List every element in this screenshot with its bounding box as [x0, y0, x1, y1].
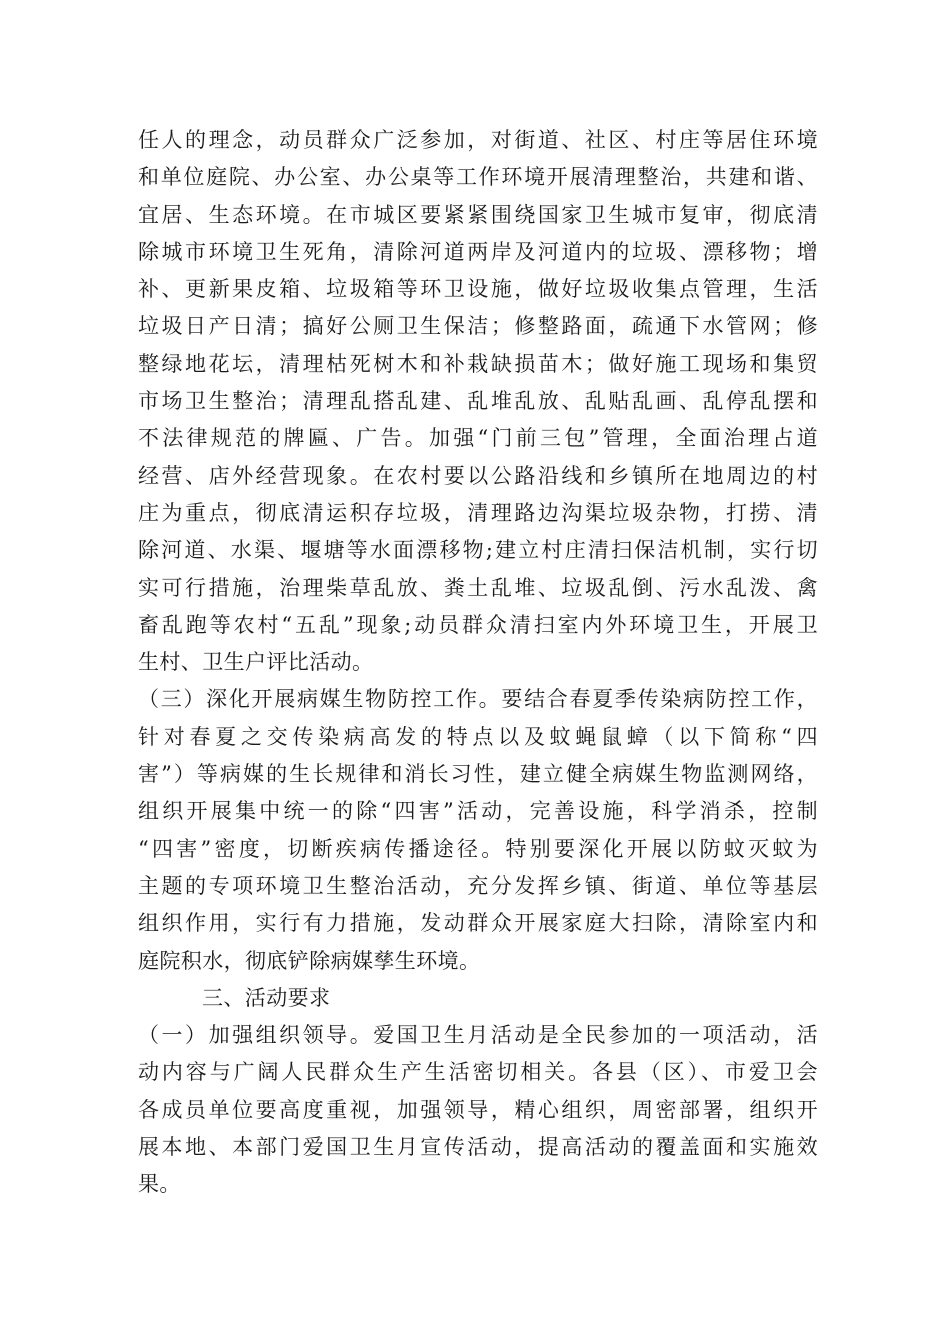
text-line: 除河道、水渠、堰塘等水面漂移物;建立村庄清扫保洁机制，实行切	[138, 538, 818, 563]
text-line: 整绿地花坛，清理枯死树木和补栽缺损苗木；做好施工现场和集贸	[138, 351, 818, 376]
text-line: 生村、卫生户评比活动。	[138, 650, 374, 675]
text-line: 实可行措施，治理柴草乱放、粪土乱堆、垃圾乱倒、污水乱泼、禽	[138, 575, 818, 600]
section-heading	[138, 980, 818, 1017]
text-line: （一）加强组织领导。爱国卫生月活动是全民参加的一项活动，活	[138, 1023, 818, 1048]
paragraph-environment-cleanup	[138, 122, 818, 681]
text-line: 动内容与广阔人民群众生产生活密切相关。各县（区）、市爱卫会	[138, 1060, 818, 1085]
text-line: 畜乱跑等农村“五乱”现象;动员群众清扫室内外环境卫生，开展卫	[138, 612, 818, 637]
text-line: 垃圾日产日清；搞好公厕卫生保洁；修整路面，疏通下水管网；修	[138, 314, 818, 339]
text-line: 各成员单位要高度重视，加强领导，精心组织，周密部署，组织开	[138, 1097, 818, 1122]
section-heading-text: 三、活动要求	[202, 985, 331, 1010]
text-line: 补、更新果皮箱、垃圾箱等环卫设施，做好垃圾收集点管理，生活	[138, 277, 818, 302]
text-line: 市场卫生整治；清理乱搭乱建、乱堆乱放、乱贴乱画、乱停乱摆和	[138, 389, 818, 414]
text-line: 展本地、本部门爱国卫生月宣传活动，提高活动的覆盖面和实施效	[138, 1135, 818, 1160]
text-line: 组织作用，实行有力措施，发动群众开展家庭大扫除，清除室内和	[138, 911, 818, 936]
text-line: 宜居、生态环境。在市城区要紧紧围绕国家卫生城市复审，彻底清	[138, 202, 818, 227]
text-line: 主题的专项环境卫生整治活动，充分发挥乡镇、街道、单位等基层	[138, 873, 818, 898]
text-line: 害”）等病媒的生长规律和消长习性，建立健全病媒生物监测网络，	[138, 762, 818, 787]
text-line: 经营、店外经营现象。在农村要以公路沿线和乡镇所在地周边的村	[138, 463, 818, 488]
text-line: 不法律规范的牌匾、广告。加强“门前三包”管理，全面治理占道	[138, 426, 818, 451]
text-line: “四害”密度，切断疾病传播途径。特别要深化开展以防蚊灭蚊为	[138, 836, 818, 861]
text-line: 针对春夏之交传染病高发的特点以及蚊蝇鼠蟑（以下简称“四	[138, 724, 818, 749]
text-line: 庭院积水，彻底铲除病媒孳生环境。	[138, 948, 481, 973]
text-line: 和单位庭院、办公室、办公桌等工作环境开展清理整治，共建和谐、	[138, 165, 818, 190]
text-line: 组织开展集中统一的除“四害”活动，完善设施，科学消杀，控制	[138, 799, 818, 824]
text-line: 除城市环境卫生死角，清除河道两岸及河道内的垃圾、漂移物；增	[138, 239, 818, 264]
text-line: 任人的理念，动员群众广泛参加，对街道、社区、村庄等居住环境	[138, 128, 818, 152]
document-body	[138, 122, 818, 1204]
text-line: 果。	[138, 1172, 181, 1197]
text-line: （三）深化开展病媒生物防控工作。要结合春夏季传染病防控工作，	[138, 687, 818, 712]
text-line: 庄为重点，彻底清运积存垃圾，清理路边沟渠垃圾杂物，打捞、清	[138, 500, 818, 525]
paragraph-organization-leadership	[138, 1017, 818, 1203]
paragraph-vector-control	[138, 681, 818, 979]
